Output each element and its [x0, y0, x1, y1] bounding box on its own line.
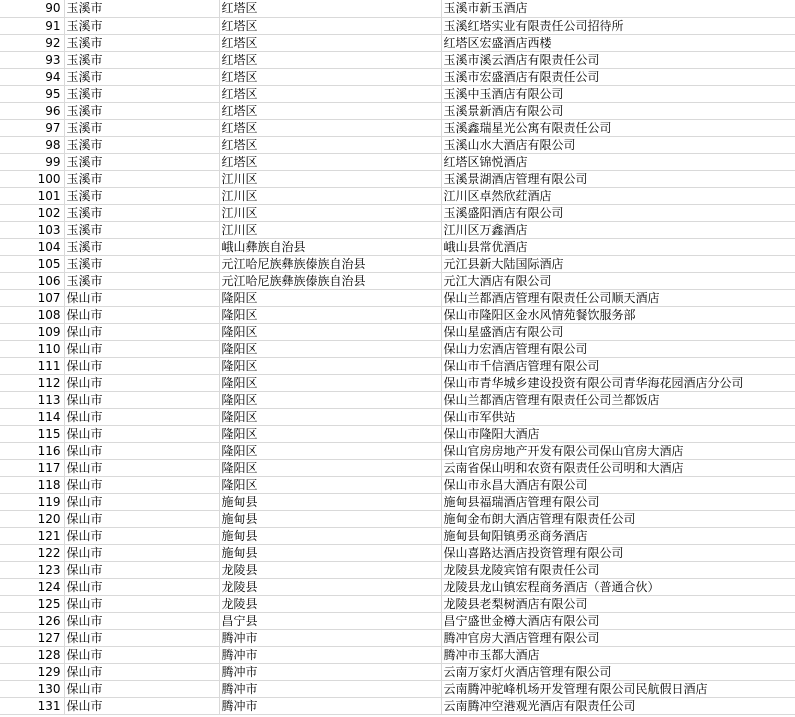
hotel-name-cell[interactable]: 腾冲官房大酒店管理有限公司: [441, 629, 795, 646]
city-cell[interactable]: 保山市: [64, 595, 219, 612]
hotel-name-cell[interactable]: 玉溪市溪云酒店有限责任公司: [441, 51, 795, 68]
row-number-cell[interactable]: 110: [0, 340, 64, 357]
hotel-name-cell[interactable]: 峨山县常优酒店: [441, 238, 795, 255]
hotel-name-cell[interactable]: 玉溪景新酒店有限公司: [441, 102, 795, 119]
table-row: [0, 323, 795, 340]
district-cell[interactable]: 隆阳区: [219, 340, 441, 357]
row-number-cell[interactable]: 103: [0, 221, 64, 238]
district-cell[interactable]: 腾冲市: [219, 629, 441, 646]
hotel-name-cell[interactable]: 玉溪中玉酒店有限公司: [441, 85, 795, 102]
hotel-name-cell[interactable]: 元江大酒店有限公司: [441, 272, 795, 289]
row-number-cell[interactable]: 97: [0, 119, 64, 136]
city-cell[interactable]: 保山市: [64, 442, 219, 459]
district-cell[interactable]: 隆阳区: [219, 391, 441, 408]
city-cell[interactable]: 保山市: [64, 646, 219, 663]
row-number-cell[interactable]: 99: [0, 153, 64, 170]
city-cell[interactable]: 保山市: [64, 391, 219, 408]
city-cell[interactable]: 玉溪市: [64, 119, 219, 136]
table-row: [0, 187, 795, 204]
row-number-cell[interactable]: 124: [0, 578, 64, 595]
row-number-cell[interactable]: 129: [0, 663, 64, 680]
district-cell[interactable]: 施甸县: [219, 510, 441, 527]
district-cell[interactable]: 施甸县: [219, 527, 441, 544]
district-cell[interactable]: 红塔区: [219, 68, 441, 85]
district-cell[interactable]: 隆阳区: [219, 374, 441, 391]
city-cell[interactable]: 保山市: [64, 323, 219, 340]
table-row: [0, 136, 795, 153]
hotel-name-cell[interactable]: 保山兰都酒店管理有限责任公司兰都饭店: [441, 391, 795, 408]
table-row: [0, 544, 795, 561]
city-cell[interactable]: 玉溪市: [64, 0, 219, 17]
table-row: [0, 102, 795, 119]
district-cell[interactable]: 元江哈尼族彝族傣族自治县: [219, 272, 441, 289]
hotel-name-cell[interactable]: 江川区万鑫酒店: [441, 221, 795, 238]
city-cell[interactable]: 玉溪市: [64, 85, 219, 102]
district-cell[interactable]: 红塔区: [219, 102, 441, 119]
table-row: [0, 119, 795, 136]
city-cell[interactable]: 保山市: [64, 493, 219, 510]
hotel-name-cell[interactable]: 施甸金布朗大酒店管理有限责任公司: [441, 510, 795, 527]
hotel-name-cell[interactable]: 玉溪市宏盛酒店有限责任公司: [441, 68, 795, 85]
district-cell[interactable]: 龙陵县: [219, 561, 441, 578]
district-cell[interactable]: 隆阳区: [219, 306, 441, 323]
district-cell[interactable]: 江川区: [219, 187, 441, 204]
table-row: [0, 17, 795, 34]
hotel-name-cell[interactable]: 云南腾冲驼峰机场开发管理有限公司民航假日酒店: [441, 680, 795, 697]
hotel-name-cell[interactable]: 云南万家灯火酒店管理有限公司: [441, 663, 795, 680]
city-cell[interactable]: 保山市: [64, 680, 219, 697]
hotel-name-cell[interactable]: 云南省保山明和农资有限责任公司明和大酒店: [441, 459, 795, 476]
row-number-cell[interactable]: 96: [0, 102, 64, 119]
hotel-name-cell[interactable]: 腾冲市玉都大酒店: [441, 646, 795, 663]
row-number-cell[interactable]: 121: [0, 527, 64, 544]
city-cell[interactable]: 保山市: [64, 612, 219, 629]
row-number-cell[interactable]: 120: [0, 510, 64, 527]
city-cell[interactable]: 玉溪市: [64, 51, 219, 68]
table-row: [0, 425, 795, 442]
hotel-name-cell[interactable]: 保山市永昌大酒店有限公司: [441, 476, 795, 493]
hotel-name-cell[interactable]: 昌宁盛世金樽大酒店有限公司: [441, 612, 795, 629]
row-number-cell[interactable]: 108: [0, 306, 64, 323]
hotel-name-cell[interactable]: 保山兰都酒店管理有限责任公司顺天酒店: [441, 289, 795, 306]
row-number-cell[interactable]: 91: [0, 17, 64, 34]
table-row: [0, 51, 795, 68]
district-cell[interactable]: 隆阳区: [219, 476, 441, 493]
row-number-cell[interactable]: 117: [0, 459, 64, 476]
hotel-name-cell[interactable]: 元江县新大陆国际酒店: [441, 255, 795, 272]
table-row: [0, 612, 795, 629]
district-cell[interactable]: 腾冲市: [219, 663, 441, 680]
city-cell[interactable]: 保山市: [64, 340, 219, 357]
district-cell[interactable]: 红塔区: [219, 85, 441, 102]
district-cell[interactable]: 峨山彝族自治县: [219, 238, 441, 255]
district-cell[interactable]: 红塔区: [219, 34, 441, 51]
hotel-name-cell[interactable]: 龙陵县老梨树酒店有限公司: [441, 595, 795, 612]
district-cell[interactable]: 施甸县: [219, 493, 441, 510]
table-row: [0, 374, 795, 391]
table-row: [0, 153, 795, 170]
hotel-name-cell[interactable]: 玉溪鑫瑞星光公寓有限责任公司: [441, 119, 795, 136]
row-number-cell[interactable]: 123: [0, 561, 64, 578]
row-number-cell[interactable]: 126: [0, 612, 64, 629]
row-number-cell[interactable]: 113: [0, 391, 64, 408]
row-number-cell[interactable]: 116: [0, 442, 64, 459]
hotel-name-cell[interactable]: 玉溪市新玉酒店: [441, 0, 795, 17]
table-row: [0, 629, 795, 646]
district-cell[interactable]: 隆阳区: [219, 425, 441, 442]
table-row: [0, 697, 795, 714]
row-number-cell[interactable]: 111: [0, 357, 64, 374]
row-number-cell[interactable]: 102: [0, 204, 64, 221]
district-cell[interactable]: 元江哈尼族彝族傣族自治县: [219, 255, 441, 272]
row-number-cell[interactable]: 98: [0, 136, 64, 153]
district-cell[interactable]: 红塔区: [219, 119, 441, 136]
table-row: [0, 340, 795, 357]
hotel-name-cell[interactable]: 玉溪红塔实业有限责任公司招待所: [441, 17, 795, 34]
row-number-cell[interactable]: 106: [0, 272, 64, 289]
row-number-cell[interactable]: 100: [0, 170, 64, 187]
table-row: [0, 459, 795, 476]
table-row: [0, 289, 795, 306]
table-row: [0, 357, 795, 374]
city-cell[interactable]: 保山市: [64, 408, 219, 425]
table-row: [0, 204, 795, 221]
hotel-name-cell[interactable]: 施甸县甸阳镇勇丞商务酒店: [441, 527, 795, 544]
city-cell[interactable]: 保山市: [64, 306, 219, 323]
city-cell[interactable]: 保山市: [64, 374, 219, 391]
table-row: [0, 595, 795, 612]
district-cell[interactable]: 江川区: [219, 170, 441, 187]
hotel-name-cell[interactable]: 江川区卓然欣荭酒店: [441, 187, 795, 204]
city-cell[interactable]: 保山市: [64, 629, 219, 646]
district-cell[interactable]: 红塔区: [219, 0, 441, 17]
city-cell[interactable]: 玉溪市: [64, 136, 219, 153]
city-cell[interactable]: 保山市: [64, 527, 219, 544]
district-cell[interactable]: 隆阳区: [219, 459, 441, 476]
district-cell[interactable]: 腾冲市: [219, 697, 441, 714]
district-cell[interactable]: 红塔区: [219, 17, 441, 34]
city-cell[interactable]: 保山市: [64, 510, 219, 527]
district-cell[interactable]: 红塔区: [219, 153, 441, 170]
hotel-name-cell[interactable]: 保山市青华城乡建设投资有限公司青华海花园酒店分公司: [441, 374, 795, 391]
district-cell[interactable]: 红塔区: [219, 136, 441, 153]
row-number-cell[interactable]: 107: [0, 289, 64, 306]
table-row: [0, 221, 795, 238]
table-row: [0, 680, 795, 697]
row-number-cell[interactable]: 131: [0, 697, 64, 714]
table-row: [0, 493, 795, 510]
row-number-cell[interactable]: 122: [0, 544, 64, 561]
row-number-cell[interactable]: 95: [0, 85, 64, 102]
city-cell[interactable]: 玉溪市: [64, 68, 219, 85]
city-cell[interactable]: 玉溪市: [64, 34, 219, 51]
city-cell[interactable]: 保山市: [64, 578, 219, 595]
table-row: [0, 663, 795, 680]
district-cell[interactable]: 龙陵县: [219, 595, 441, 612]
district-cell[interactable]: 江川区: [219, 204, 441, 221]
row-number-cell[interactable]: 104: [0, 238, 64, 255]
hotel-name-cell[interactable]: 玉溪景湖酒店管理有限公司: [441, 170, 795, 187]
city-cell[interactable]: 保山市: [64, 357, 219, 374]
hotel-name-cell[interactable]: 保山市隆阳区金水风情苑餐饮服务部: [441, 306, 795, 323]
row-number-cell[interactable]: 94: [0, 68, 64, 85]
row-number-cell[interactable]: 127: [0, 629, 64, 646]
table-row: [0, 391, 795, 408]
row-number-cell[interactable]: 119: [0, 493, 64, 510]
city-cell[interactable]: 玉溪市: [64, 17, 219, 34]
hotel-name-cell[interactable]: 保山市军供站: [441, 408, 795, 425]
table-row: [0, 578, 795, 595]
table-row: [0, 0, 795, 17]
row-number-cell[interactable]: 112: [0, 374, 64, 391]
row-number-cell[interactable]: 109: [0, 323, 64, 340]
row-number-cell[interactable]: 114: [0, 408, 64, 425]
hotel-name-cell[interactable]: 保山星盛酒店有限公司: [441, 323, 795, 340]
hotel-name-cell[interactable]: 红塔区锦悦酒店: [441, 153, 795, 170]
table-row: [0, 646, 795, 663]
city-cell[interactable]: 保山市: [64, 425, 219, 442]
table-row: [0, 255, 795, 272]
city-cell[interactable]: 保山市: [64, 476, 219, 493]
table-row: [0, 34, 795, 51]
hotel-name-cell[interactable]: 保山市千信酒店管理有限公司: [441, 357, 795, 374]
hotel-name-cell[interactable]: 玉溪山水大酒店有限公司: [441, 136, 795, 153]
district-cell[interactable]: 腾冲市: [219, 646, 441, 663]
city-cell[interactable]: 玉溪市: [64, 204, 219, 221]
city-cell[interactable]: 玉溪市: [64, 272, 219, 289]
city-cell[interactable]: 玉溪市: [64, 238, 219, 255]
hotel-name-cell[interactable]: 保山市隆阳大酒店: [441, 425, 795, 442]
city-cell[interactable]: 玉溪市: [64, 170, 219, 187]
table-row: [0, 527, 795, 544]
district-cell[interactable]: 隆阳区: [219, 289, 441, 306]
hotel-name-cell[interactable]: 龙陵县龙山镇宏程商务酒店（普通合伙）: [441, 578, 795, 595]
table-row: [0, 85, 795, 102]
city-cell[interactable]: 保山市: [64, 459, 219, 476]
hotel-name-cell[interactable]: 龙陵县龙陵宾馆有限责任公司: [441, 561, 795, 578]
hotel-name-cell[interactable]: 云南腾冲空港观光酒店有限责任公司: [441, 697, 795, 714]
city-cell[interactable]: 玉溪市: [64, 221, 219, 238]
row-number-cell[interactable]: 125: [0, 595, 64, 612]
city-cell[interactable]: 保山市: [64, 697, 219, 714]
row-number-cell[interactable]: 128: [0, 646, 64, 663]
district-cell[interactable]: 施甸县: [219, 544, 441, 561]
district-cell[interactable]: 龙陵县: [219, 578, 441, 595]
table-row: [0, 238, 795, 255]
city-cell[interactable]: 保山市: [64, 561, 219, 578]
row-number-cell[interactable]: 118: [0, 476, 64, 493]
district-cell[interactable]: 隆阳区: [219, 323, 441, 340]
table-row: [0, 272, 795, 289]
table-row: [0, 408, 795, 425]
city-cell[interactable]: 保山市: [64, 663, 219, 680]
district-cell[interactable]: 隆阳区: [219, 357, 441, 374]
city-cell[interactable]: 玉溪市: [64, 153, 219, 170]
city-cell[interactable]: 保山市: [64, 289, 219, 306]
table-row: [0, 510, 795, 527]
row-number-cell[interactable]: 115: [0, 425, 64, 442]
table-row: [0, 561, 795, 578]
row-number-cell[interactable]: 105: [0, 255, 64, 272]
hotel-name-cell[interactable]: 保山喜路达酒店投资管理有限公司: [441, 544, 795, 561]
row-number-cell[interactable]: 92: [0, 34, 64, 51]
district-cell[interactable]: 红塔区: [219, 51, 441, 68]
row-number-cell[interactable]: 93: [0, 51, 64, 68]
table-row: [0, 170, 795, 187]
hotel-name-cell[interactable]: 施甸县福瑞酒店管理有限公司: [441, 493, 795, 510]
hotel-name-cell[interactable]: 保山力宏酒店管理有限公司: [441, 340, 795, 357]
district-cell[interactable]: 隆阳区: [219, 442, 441, 459]
district-cell[interactable]: 昌宁县: [219, 612, 441, 629]
hotel-name-cell[interactable]: 红塔区宏盛酒店西楼: [441, 34, 795, 51]
table-row: [0, 442, 795, 459]
row-number-cell[interactable]: 101: [0, 187, 64, 204]
city-cell[interactable]: 保山市: [64, 544, 219, 561]
hotel-name-cell[interactable]: 玉溪盛阳酒店有限公司: [441, 204, 795, 221]
district-cell[interactable]: 腾冲市: [219, 680, 441, 697]
district-cell[interactable]: 隆阳区: [219, 408, 441, 425]
city-cell[interactable]: 玉溪市: [64, 255, 219, 272]
city-cell[interactable]: 玉溪市: [64, 102, 219, 119]
row-number-cell[interactable]: 130: [0, 680, 64, 697]
table-row: [0, 306, 795, 323]
city-cell[interactable]: 玉溪市: [64, 187, 219, 204]
table-row: [0, 476, 795, 493]
row-number-cell[interactable]: 90: [0, 0, 64, 17]
hotel-name-cell[interactable]: 保山官房房地产开发有限公司保山官房大酒店: [441, 442, 795, 459]
district-cell[interactable]: 江川区: [219, 221, 441, 238]
table-row: [0, 68, 795, 85]
